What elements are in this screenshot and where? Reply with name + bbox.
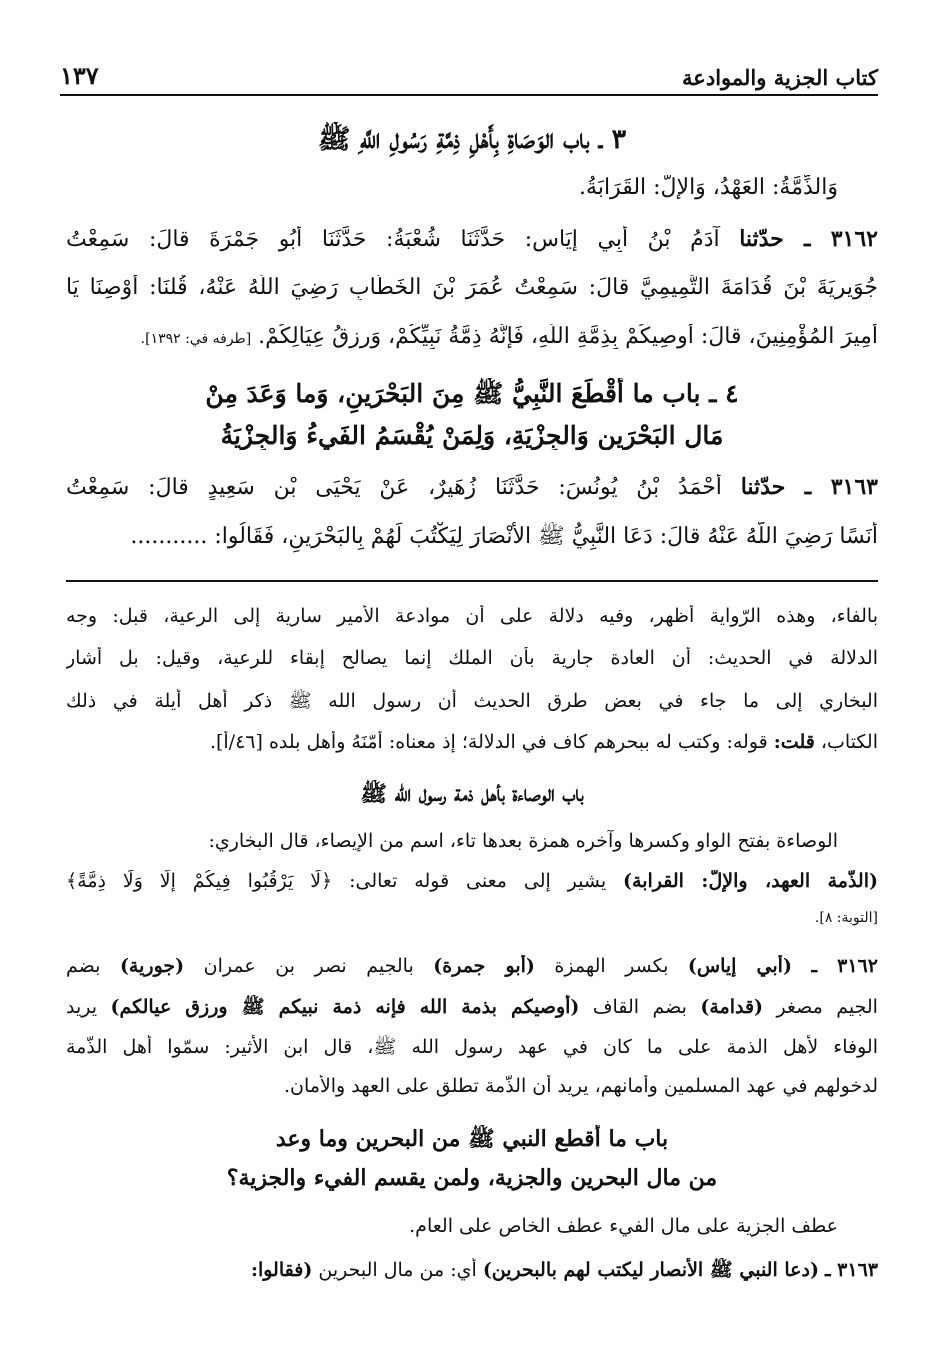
commentary-heading-2-line-1: باب ما أقطع النبي ﷺ من البحرين وما وعد [275,1126,669,1152]
page-number: ١٣٧ [60,61,99,90]
commentary-p2-line-1: الوصاءة بفتح الواو وكسرها وآخره همزة بعدها تاء، اسم من الإيصاء، قال البخاري: [208,830,838,852]
commentary-p4: عطف الجزية على مال الفيء عطف الخاص على العام. [409,1215,838,1237]
commentary-kasr: بكسر الهمزة [554,955,669,977]
commentary-kitab: الكتاب، [820,731,878,753]
header-title: كتاب الجزية والموادعة [682,65,878,90]
chapter-3-gloss: وَالذِّمَّةُ: العَهْدُ، وَالإِلُّ: القَرَابَةُ. [579,175,838,200]
commentary-quran-ref: يشير إلى معنى قوله تعالى: ﴿لَا يَرْقُبُوا فِيكُمْ إِلًّا وَلَا ذِمَّةً﴾ [66,870,607,892]
commentary-p2-line-3: [التوبة: ٨]. [814,910,878,926]
commentary-nasr: بالجيم نصر بن عمران [203,955,414,977]
chapter-3-title: ٣ ـ باب الوَصَاةِ بِأَهْلِ ذِمَّةِ رَسُولِ اللَّهِ ﷺ [317,124,627,155]
commentary-heading-1: باب الوصاءة بأهل ذمة رسول الله ﷺ [360,781,584,807]
commentary-p3-line-4: لدخولهم في عهد المسلمين وأمانهم، يريد أن الذّمة تطلق على العهد والأمان. [283,1075,878,1097]
hadith-3163-number: ٣١٦٣ ـ حدّثنا [740,474,878,500]
hadith-3162-number: ٣١٦٢ ـ حدّثنا [739,226,878,252]
chapter-4-title-line-2: مَالِ البَحْرَينِ وَالجِزْيَةِ، وَلِمَنْ يُقْسَمُ الفَيءُ وَالجِزْيَةُ [220,421,724,450]
commentary-min-mal: أي: من مال البحرين [318,1259,477,1281]
running-header [60,58,878,96]
hadith-3162-line-2: جُوَيرِيَةَ بْنَ قُدَامَةَ التَّمِيمِيَّ قالَ: سَمِعْتُ عُمَرَ بْنَ الخَطَّابِ رَضِيَ اللَّهُ عَنْهُ، قُلنَا: أَوْصِنَا يَا [66,275,878,300]
commentary-3163-number: ٣١٦٣ ـ [824,1259,878,1281]
commentary-heading-2-line-2: من مال البحرين والجزية، ولمن يقسم الفيء والجزية؟ [226,1165,718,1191]
commentary-musaghar: الجيم مصغر [776,996,878,1018]
commentary-p3-line-2 [66,995,878,1023]
commentary-p2-line-2 [66,870,878,892]
commentary-qultu: قلت: [773,731,815,753]
hadith-3162-line-3 [66,324,878,349]
hadith-3162-tarf: [طرفه في: ١٣٩٢]. [140,331,252,347]
commentary-juwayriya: (جورية) [119,955,185,977]
text-divider [66,580,878,582]
commentary-bidamm: بضم [66,955,101,977]
hadith-3162-line-1 [66,226,878,252]
commentary-p1-line-4-rest: قوله: وكتب له ببحرهم كاف في الدلالة؛ إذ معناه: أمّنَهُ وأهل بلده [٤٦/أ]. [209,731,768,753]
commentary-p1-line-3: البخاري إلى ما جاء في بعض طرق الحديث أن رسول الله ﷺ ذكر أهل أيلة في ذلك [66,690,878,712]
hadith-3163-line-1 [66,474,878,500]
commentary-qudama: (قدامة) [700,996,764,1018]
commentary-p1-line-2: الدلالة في الحديث: أن العادة جارية بأن الملك إنما يصالح إبقاء للرعية، وقيل: بل أشار [66,647,878,669]
commentary-p5 [66,1258,878,1286]
commentary-qaf: بضم القاف [592,996,687,1018]
commentary-p1-line-4 [66,731,878,753]
commentary-da-a-quote: (دعا النبي ﷺ الأنصار ليكتب لهم بالبحرين) [482,1259,819,1281]
commentary-faqalu: (فقالوا: [250,1259,313,1281]
commentary-bukhari-quote: (الذّمة العهد، والإلُّ: القرابة) [623,870,878,892]
chapter-4-title-line-1: ٤ ـ باب ما أَقْطَعَ النَّبِيُّ ﷺ مِنَ البَحْرَينِ، وَما وَعَدَ مِنْ [205,379,739,408]
hadith-3163-line-2: أَنَسًا رَضِيَ اللَّهُ عَنْهُ قالَ: دَعَا النَّبِيُّ ﷺ الأَنْصَارَ لِيَكْتُبَ لَهُمْ بِالبَحْرَينِ، فَقَالُوا: ........... [130,524,878,549]
hadith-3163-isnad: أَحْمَدُ بْنُ يُونُسَ: حَدَّثَنَا زُهَيرٌ، عَنْ يَحْيَى بْنِ سَعِيدٍ قالَ: سَمِعْتُ [66,475,722,500]
hadith-3162-text: أَمِيرَ المُؤْمِنِينَ، قالَ: أُوصِيكُمْ بِذِمَّةِ اللَّهِ، فَإِنَّهُ ذِمَّةُ نَبِيِّكُمْ، وَرِزقُ عِيَالِكُمْ. [258,324,878,349]
commentary-yurid: يريد [66,996,98,1018]
commentary-abi-iyas: (أبي إياس) [687,955,792,977]
commentary-p3-line-1 [66,955,878,977]
commentary-abu-jamra: (أبو جمرة) [433,955,535,977]
commentary-p3-line-3: الوفاء لأهل الذمة على ما كان في عهد رسول الله ﷺ، قال ابن الأثير: سمّوا أهل الذّمة [66,1036,878,1058]
commentary-p1-line-1: بالفاء، وهذه الرّواية أظهر، وفيه دلالة على أن موادعة الأمير سارية إلى الرعية، قبل: وجه [66,605,878,627]
commentary-3162-number: ٣١٦٢ ـ [811,955,878,977]
hadith-3162-isnad: آدَمُ بْنُ أَبِي إِيَاسٍ: حَدَّثَنَا شُعْبَةُ: حَدَّثَنَا أَبُو جَمْرَةَ قالَ: سَمِعْتُ [66,227,720,252]
commentary-usikum-quote: (أوصيكم بذمة الله فإنه ذمة نبيكم ﷺ ورزق عيالكم) [110,996,580,1018]
